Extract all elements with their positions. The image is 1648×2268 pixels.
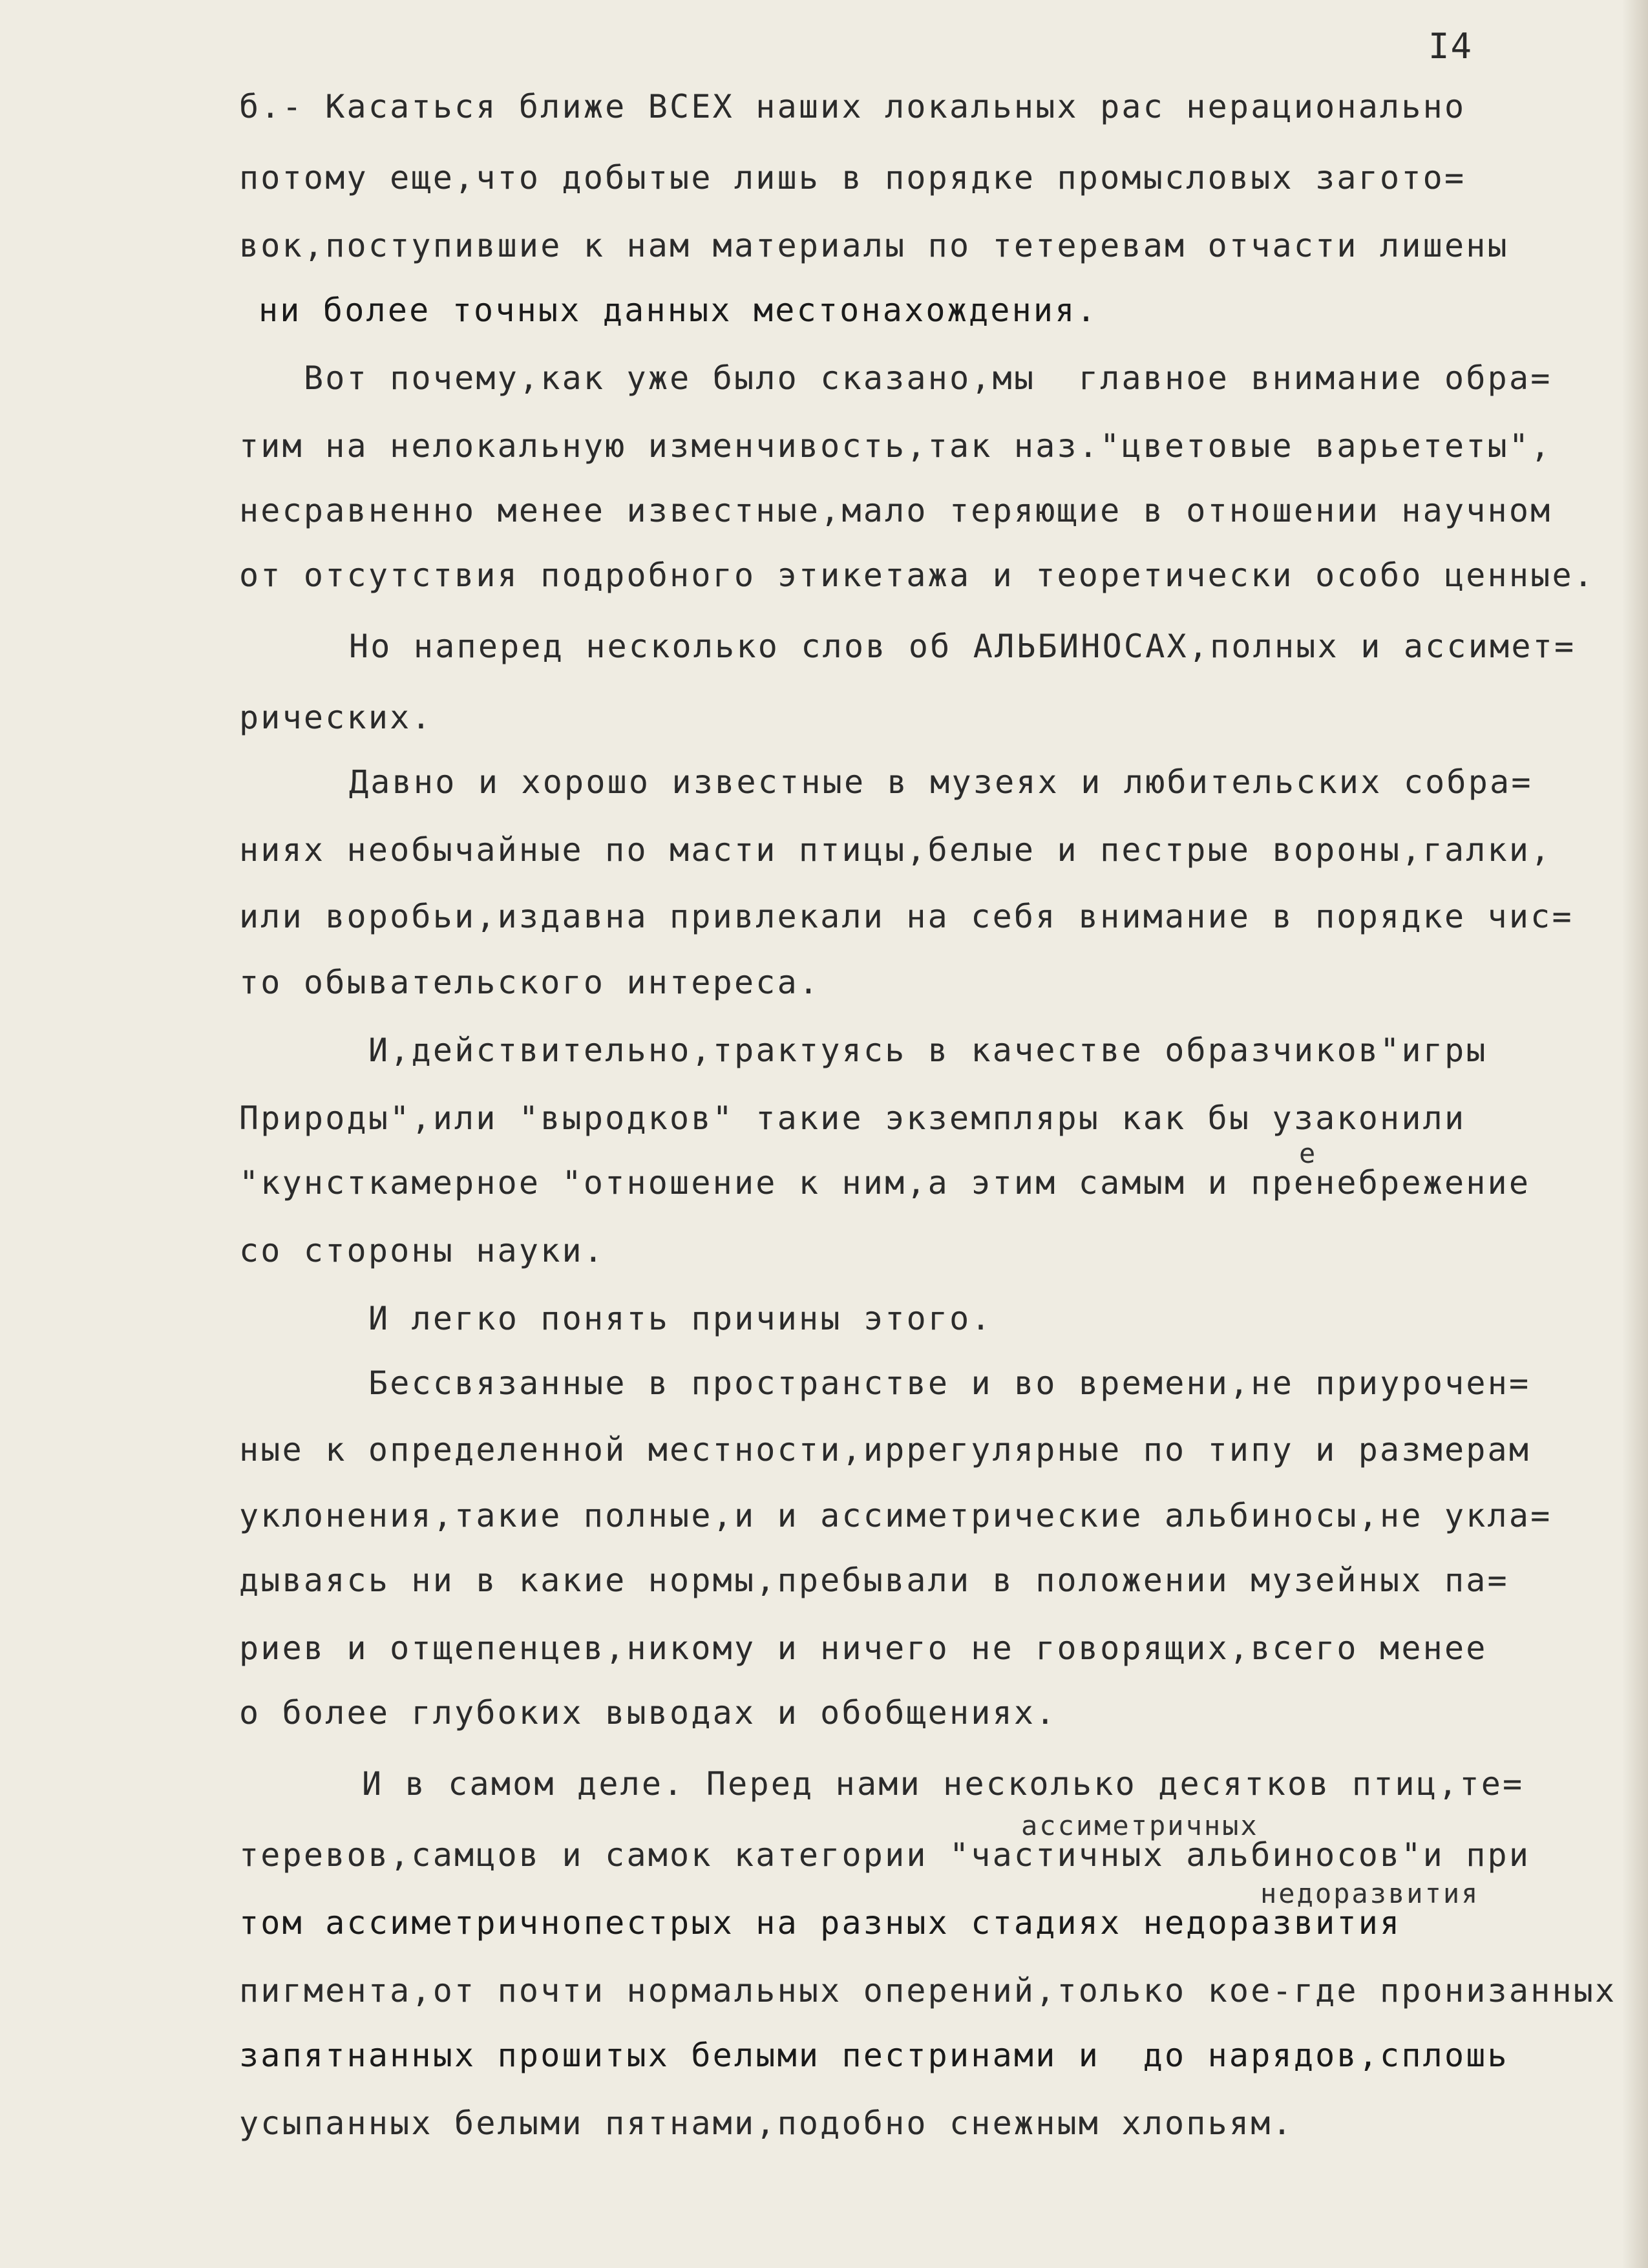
handwritten-insertion: е xyxy=(1299,1138,1318,1169)
text-line: Природы",или "выродков" такие экземпляры как бы узаконили xyxy=(239,1099,1466,1137)
text-line: б.- Касаться ближе ВСЕХ наших локальных рас нерационально xyxy=(239,88,1466,125)
text-line: Но наперед несколько слов об АЛЬБИНОСАХ,полных и ассимет= xyxy=(349,628,1576,665)
text-line: И в самом деле. Перед нами несколько десятков птиц,те= xyxy=(362,1765,1525,1803)
text-line: ни более точных данных местонахождения. xyxy=(259,291,1098,329)
text-line: пигмента,от почти нормальных оперений,только кое-где пронизанных xyxy=(239,1972,1617,2009)
text-line: Давно и хорошо известные в музеях и любительских собра= xyxy=(349,763,1533,801)
text-line: то обывательского интереса. xyxy=(239,964,821,1001)
text-line: И,действительно,трактуясь в качестве образчиков"игры xyxy=(368,1032,1488,1069)
text-line: со стороны науки. xyxy=(239,1232,606,1269)
text-line: дываясь ни в какие нормы,пребывали в положении музейных па= xyxy=(239,1562,1509,1599)
text-line: Вот почему,как уже было сказано,мы главное внимание обра= xyxy=(304,359,1552,397)
text-line: теревов,самцов и самок категории "частичных альбиносов"и при xyxy=(239,1836,1531,1874)
text-line: о более глубоких выводах и обобщениях. xyxy=(239,1694,1057,1732)
text-line: "кунсткамерное "отношение к ним,а этим самым и пренебрежение xyxy=(239,1164,1531,1202)
text-line: тим на нелокальную изменчивость,так наз."цветовые варьететы", xyxy=(239,427,1552,465)
text-line: Бессвязанные в пространстве и во времени,не приурочен= xyxy=(368,1364,1531,1402)
text-line: усыпанных белыми пятнами,подобно снежным хлопьям. xyxy=(239,2104,1294,2142)
text-line: вок,поступившие к нам материалы по тетеревам отчасти лишены xyxy=(239,227,1509,264)
page-number: I4 xyxy=(1428,26,1474,67)
text-line: ниях необычайные по масти птицы,белые и пестрые вороны,галки, xyxy=(239,831,1552,869)
text-line: том ассиметричнопестрых на разных стадиях недоразвития xyxy=(239,1904,1402,1942)
text-line: уклонения,такие полные,и и ассиметрические альбиносы,не укла= xyxy=(239,1497,1552,1534)
text-line: потому еще,что добытые лишь в порядке промысловых загото= xyxy=(239,159,1466,196)
typed-insertion: ассиметричных xyxy=(1021,1810,1259,1841)
text-line: ные к определенной местности,иррегулярные по типу и размерам xyxy=(239,1431,1531,1468)
text-line: или воробьи,издавна привлекали на себя внимание в порядке чис= xyxy=(239,898,1574,935)
text-line: рических. xyxy=(239,699,433,736)
text-line: И легко понять причины этого. xyxy=(368,1300,993,1337)
text-line: от отсутствия подробного этикетажа и теоретически особо ценные. xyxy=(239,556,1596,594)
text-line: запятнанных прошитых белыми пестринами и до нарядов,сплошь xyxy=(239,2037,1509,2074)
typed-insertion: недоразвития xyxy=(1260,1878,1480,1909)
text-line: несравненно менее известные,мало теряющие в отношении научном xyxy=(239,492,1552,529)
text-line: риев и отщепенцев,никому и ничего не говорящих,всего менее xyxy=(239,1629,1488,1667)
